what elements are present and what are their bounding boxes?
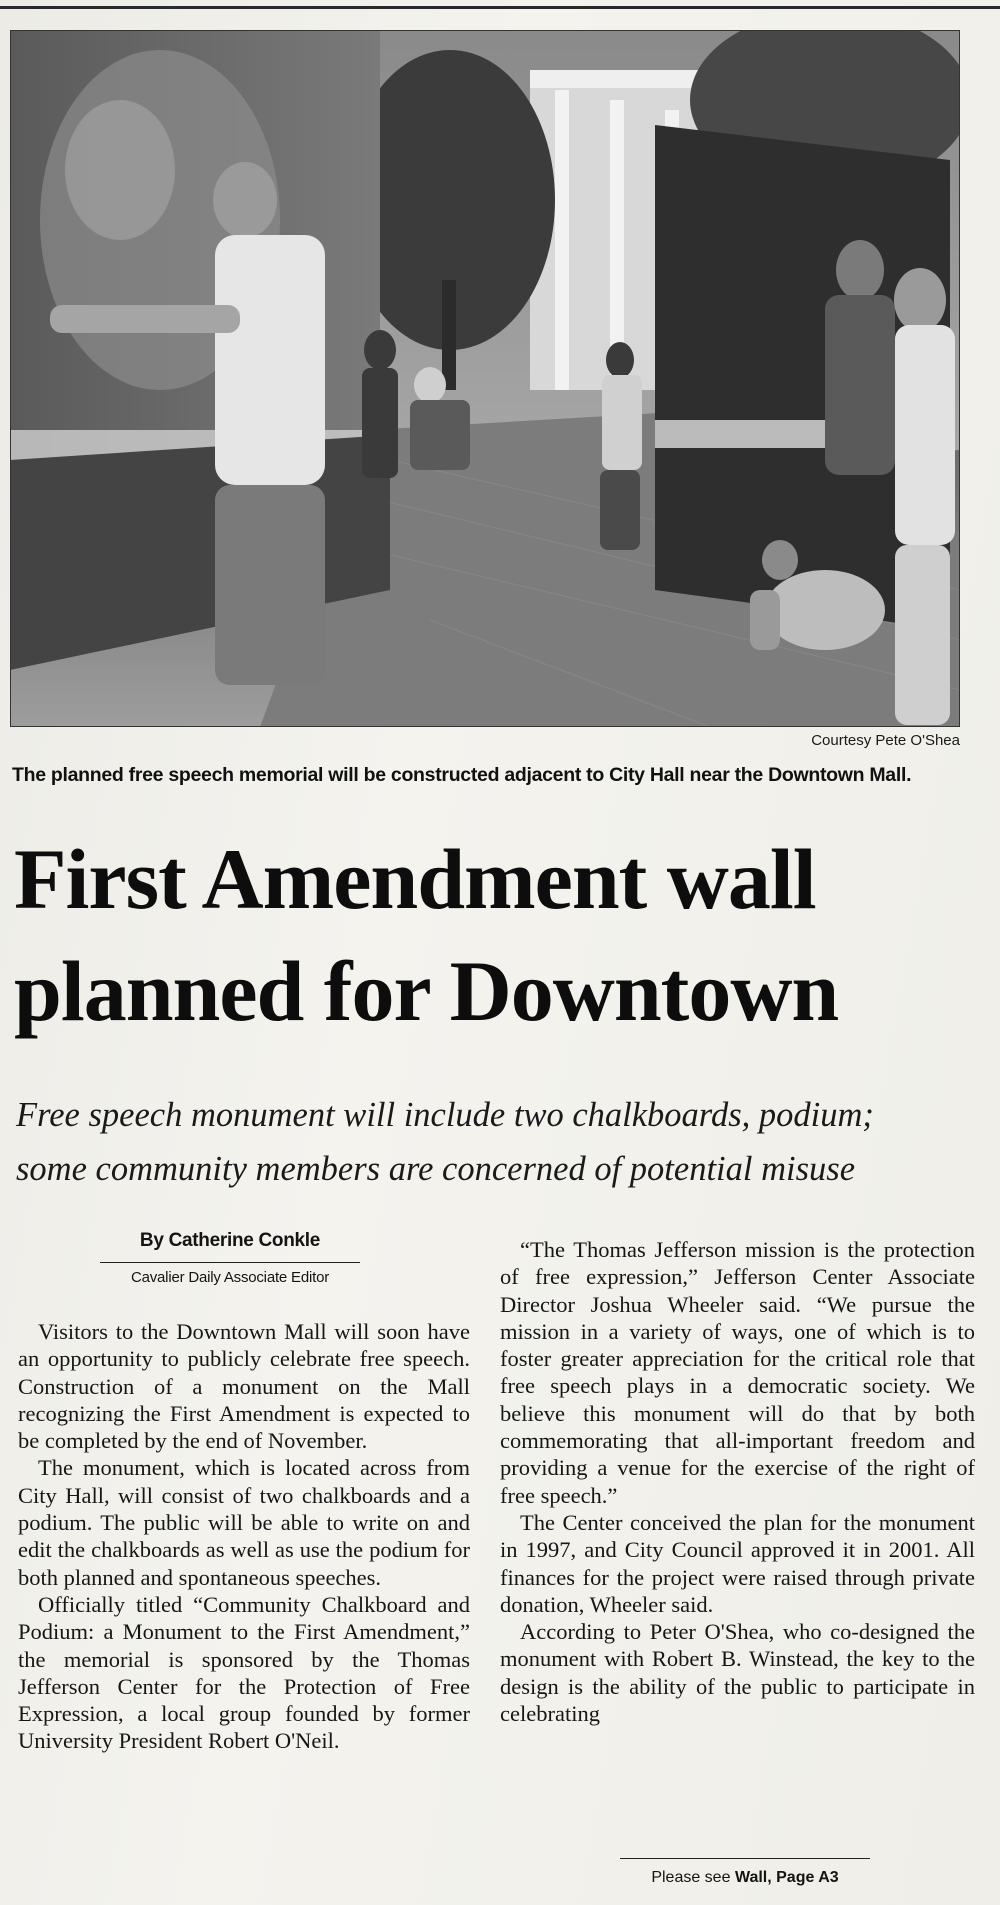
- article-column-left: [18, 1318, 470, 1755]
- paragraph: The Center conceived the plan for the monument in 1997, and City Council approved it in 2001. All finances for the project were raised through private donation, Wheeler said.: [500, 1509, 975, 1617]
- headline: [14, 823, 974, 1047]
- paragraph: According to Peter O'Shea, who co-designed the monument with Robert B. Winstead, the key to the design is the ability of the public to participate in celebrating: [500, 1619, 975, 1727]
- paragraph: Visitors to the Downtown Mall will soon have an opportunity to publicly celebrate free speech. Construction of a monument on the Mall recognizing the First Amendment is expected to be completed by the end of November.: [18, 1319, 470, 1454]
- subheadline-line-2: some community members are concerned of potential misuse: [16, 1150, 856, 1188]
- article-column-right: [500, 1236, 975, 1727]
- byline-rule: [100, 1262, 360, 1263]
- photo-credit: Courtesy Pete O'Shea: [811, 732, 960, 749]
- author-role: Cavalier Daily Associate Editor: [130, 1269, 330, 1286]
- paragraph: Officially titled “Community Chalkboard and Podium: a Monument to the First Amendment,” the memorial is sponsored by the Thomas Jefferson Center for the Protection of Free Expression, a local group founded by former University President Robert O'Neil.: [18, 1591, 470, 1754]
- subheadline: [16, 1088, 976, 1196]
- headline-line-2: planned for Downtown: [14, 943, 839, 1039]
- jump-target: Wall, Page A3: [734, 1869, 839, 1886]
- paragraph: “The Thomas Jefferson mission is the protection of free expression,” Jefferson Center Associate Director Joshua Wheeler said. “We pursue the mission in a variety of ways, one of which is to foster greater appreciation for the critical role that free speech plays in a democratic society. We believe this monument will do that by both commemorating that all-important freedom and providing a venue for the exercise of the right of free speech.”: [500, 1237, 975, 1508]
- jump-prefix: Please see: [651, 1869, 731, 1886]
- top-rule: [0, 6, 1000, 9]
- byline: [100, 1230, 360, 1286]
- continuation-line: [620, 1858, 870, 1887]
- monument-rendering-photo: [10, 30, 960, 727]
- author-name: By Catherine Conkle: [139, 1230, 321, 1251]
- subheadline-line-1: Free speech monument will include two chalkboards, podium;: [16, 1096, 874, 1134]
- paragraph: The monument, which is located across from City Hall, will consist of two chalkboards and a podium. The public will be able to write on and edit the chalkboards as well as use the podium for both planned and spontaneous speeches.: [18, 1455, 470, 1590]
- photo-caption: The planned free speech memorial will be constructed adjacent to City Hall near the Downtown Mall.: [12, 764, 912, 786]
- headline-line-1: First Amendment wall: [14, 831, 816, 927]
